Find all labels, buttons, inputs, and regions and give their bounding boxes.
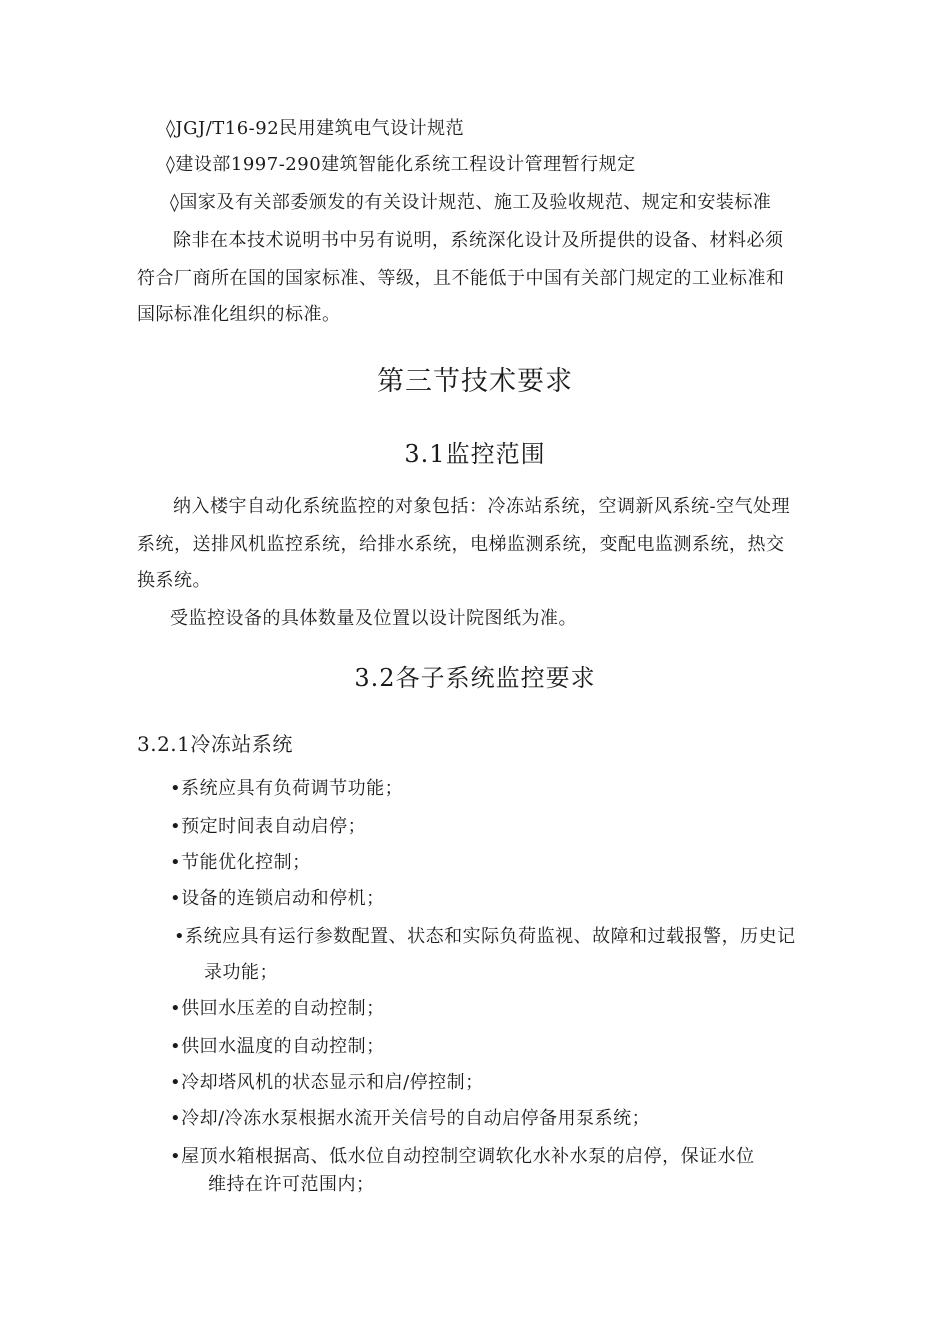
- intro-paragraph-line: 国际标准化组织的标准。: [137, 304, 341, 325]
- list-item: •供回水温度的自动控制；: [170, 1036, 385, 1057]
- list-item: •系统应具有运行参数配置、状态和实际负荷监视、故障和过载报警，历史记: [174, 926, 796, 947]
- scope-note: 受监控设备的具体数量及位置以设计院图纸为准。: [170, 608, 577, 629]
- list-item: •节能优化控制；: [170, 852, 311, 873]
- list-item: •系统应具有负荷调节功能；: [170, 778, 404, 799]
- section-title: 第三节技术要求: [377, 366, 573, 397]
- list-item-continuation: 录功能；: [204, 962, 278, 983]
- intro-paragraph-line: 除非在本技术说明书中另有说明，系统深化设计及所提供的设备、材料必须: [173, 230, 784, 251]
- subsubsection-title: 3.2.1冷冻站系统: [137, 732, 293, 756]
- list-item: •冷却/冷冻水泵根据水流开关信号的自动启停备用泵系统；: [170, 1108, 651, 1129]
- list-item: •冷却塔风机的状态显示和启/停控制；: [170, 1072, 484, 1093]
- standard-item: ◊国家及有关部委颁发的有关设计规范、施工及验收规范、规定和安装标准: [170, 192, 772, 213]
- intro-paragraph-line: 符合厂商所在国的国家标准、等级，且不能低于中国有关部门规定的工业标准和: [137, 268, 785, 289]
- list-item: •预定时间表自动启停；: [170, 816, 367, 837]
- list-item: •供回水压差的自动控制；: [170, 998, 385, 1019]
- subsection-title: 3.1监控范围: [404, 440, 546, 468]
- list-item-continuation: 维持在许可范围内；: [208, 1174, 375, 1195]
- scope-paragraph-line: 系统，送排风机监控系统，给排水系统，电梯监测系统，变配电监测系统，热交: [137, 534, 785, 555]
- standard-item: ◊建设部1997-290建筑智能化系统工程设计管理暂行规定: [166, 154, 636, 175]
- scope-paragraph-line: 纳入楼宇自动化系统监控的对象包括：冷冻站系统，空调新风系统-空气处理: [173, 496, 791, 517]
- subsection-title: 3.2各子系统监控要求: [354, 664, 596, 692]
- scope-paragraph-line: 换系统。: [137, 570, 211, 591]
- list-item: •屋顶水箱根据高、低水位自动控制空调软化水补水泵的启停，保证水位: [170, 1146, 755, 1167]
- list-item: •设备的连锁启动和停机；: [170, 888, 385, 909]
- standard-item: ◊JGJ/T16-92民用建筑电气设计规范: [166, 118, 465, 139]
